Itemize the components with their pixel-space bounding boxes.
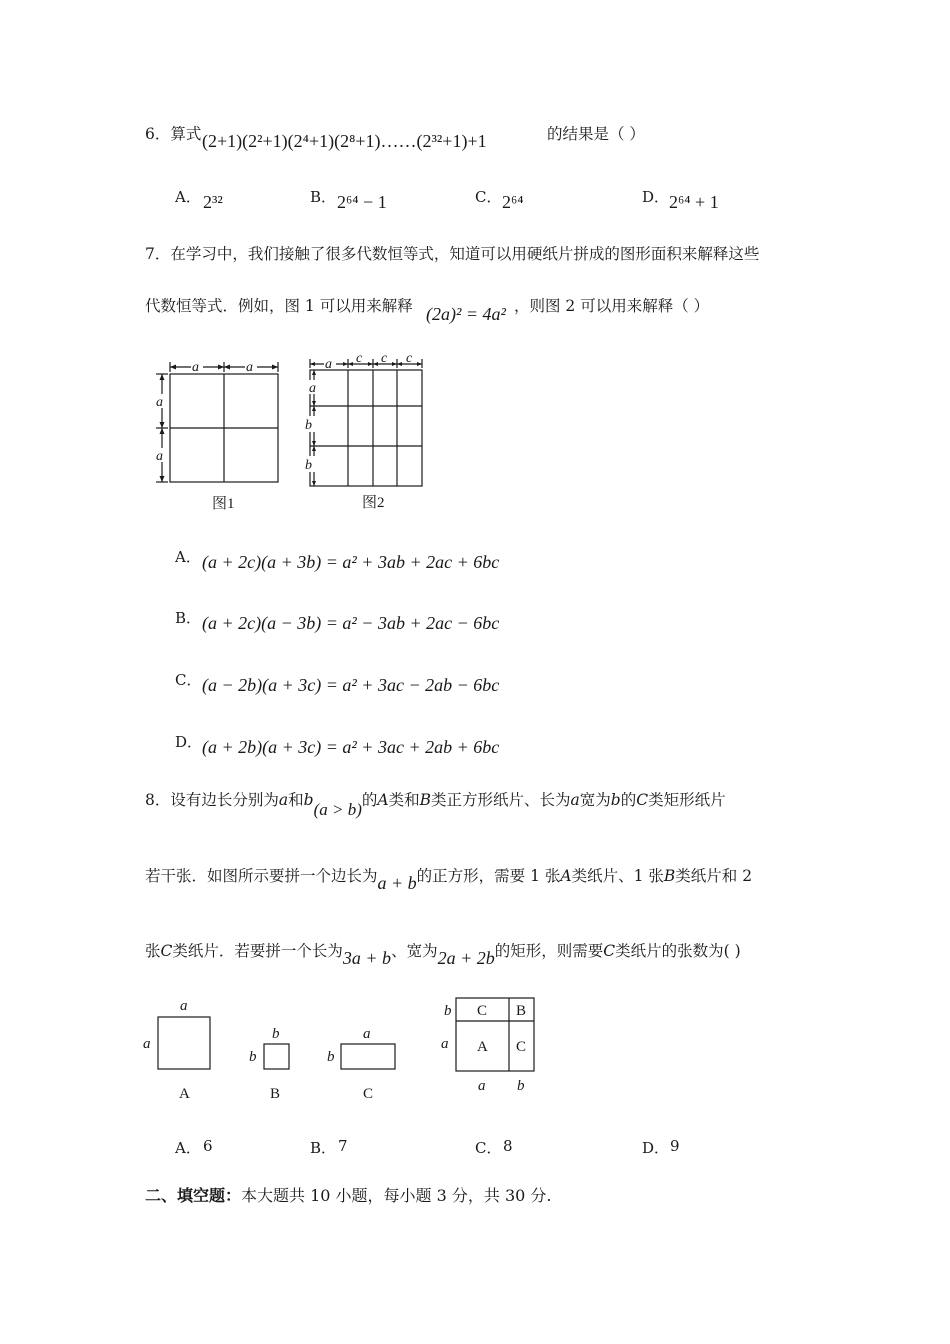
q8-line1-cond: (a > b) — [313, 800, 362, 819]
q8-line3-b: 类纸片．若要拼一个长为 — [172, 942, 343, 960]
q7-line2-expr: (2a)² = 4a² — [426, 304, 506, 324]
q7-line2-prefix: 代数恒等式．例如，图 1 可以用来解释 — [145, 297, 413, 315]
q6-option-a-value: 2³² — [203, 192, 223, 212]
q8-line1-b: 和 — [288, 791, 304, 809]
q7-figure1 — [150, 356, 290, 516]
q7-option-c-label: C． — [175, 671, 202, 689]
shapeB-label-b-left: b — [249, 1049, 257, 1065]
fig1-label-a-top1: a — [192, 360, 199, 375]
q8-line2-var-A: A — [560, 867, 572, 885]
fig2-label-b-left2: b — [305, 458, 312, 473]
q8-line1-e: 类正方形纸片、长为 — [431, 791, 571, 809]
q8-option-d-value: 9 — [670, 1137, 680, 1155]
shapeC-label-a-top: a — [363, 1026, 371, 1042]
q6-option-b-value: 2⁶⁴ − 1 — [337, 192, 387, 212]
fig1-label-a-left2: a — [156, 449, 163, 464]
square-cell-C-top: C — [477, 1003, 488, 1019]
q8-line1-h: 类矩形纸片 — [648, 791, 726, 809]
q8-var-b2: b — [610, 791, 621, 809]
shapeA-label-a-left: a — [143, 1036, 151, 1052]
fig2-label-a-left: a — [309, 381, 316, 396]
q7-option-c-value: (a − 2b)(a + 3c) = a² + 3ac − 2ab − 6bc — [202, 675, 500, 695]
q8-line1-a: 8．设有边长分别为 — [145, 791, 279, 809]
q8-option-d-label: D． — [642, 1139, 670, 1157]
section2-title: 二、填空题： — [145, 1186, 242, 1205]
q8-line2-d: 类纸片和 2 — [675, 867, 753, 885]
q8-var-b: b — [303, 791, 314, 809]
q8-line3-var-C: C — [160, 942, 173, 960]
q7-option-b-value: (a + 2c)(a − 3b) = a² − 3ab + 2ac − 6bc — [202, 613, 500, 633]
fig1-caption: 图1 — [212, 496, 235, 512]
q8-line3-a: 张 — [145, 942, 161, 960]
q8-option-b-label: B． — [310, 1139, 337, 1157]
q8-var-a2: a — [570, 791, 580, 809]
shapeC-label-b-left: b — [327, 1049, 335, 1065]
fig2-caption: 图2 — [362, 495, 385, 511]
q8-line1-g: 的 — [620, 791, 637, 809]
section2-heading — [145, 1186, 552, 1206]
q6-prefix: 6．算式 — [145, 125, 202, 143]
q8-line2-var-B: B — [663, 867, 676, 885]
q6-option-c-label: C． — [475, 188, 502, 206]
fig1-label-a-top2: a — [246, 360, 253, 375]
q8-figure — [135, 992, 555, 1104]
q6-option-d-label: D． — [642, 188, 670, 206]
square-label-a-left: a — [441, 1036, 449, 1052]
q8-line3-e: 类纸片的张数为( ) — [615, 942, 741, 960]
q8-var-a: a — [278, 791, 289, 809]
q8-line3 — [145, 940, 741, 968]
shapeA-label-a-top: a — [180, 998, 188, 1014]
square-cell-C-right: C — [516, 1039, 527, 1055]
q7-figure2 — [300, 352, 430, 516]
q7-line2-suffix: ，则图 2 可以用来解释（ ） — [514, 297, 710, 315]
q8-line2-c: 类纸片、1 张 — [571, 867, 664, 885]
q8-option-a-label: A． — [175, 1139, 201, 1157]
q8-line1-d: 类和 — [388, 791, 420, 809]
q7-option-d-value: (a + 2b)(a + 3c) = a² + 3ac + 2ab + 6bc — [202, 737, 500, 757]
q8-var-B: B — [419, 791, 431, 809]
q8-line3-d: 的矩形，则需要 — [494, 942, 604, 960]
q6-option-b-label: B． — [310, 188, 337, 206]
q8-option-c-label: C． — [475, 1139, 502, 1157]
q7-option-d-label: D． — [175, 733, 203, 751]
q8-line1-f: 宽为 — [579, 791, 611, 809]
q7-option-b-label: B． — [175, 609, 202, 627]
q8-line2-a: 若干张．如图所示要拼一个边长为 — [145, 867, 378, 885]
q8-line3-expr1: 3a + b — [342, 948, 392, 968]
section2-desc: 本大题共 10 小题，每小题 3 分，共 30 分. — [241, 1186, 552, 1205]
q6-option-c-value: 2⁶⁴ — [502, 192, 524, 212]
q6-option-d-value: 2⁶⁴ + 1 — [669, 192, 719, 212]
square-label-b-left: b — [444, 1003, 452, 1019]
shapeC-caption: C — [363, 1086, 374, 1102]
shapeB-label-b-top: b — [272, 1026, 280, 1042]
q6-suffix: 的结果是（ ） — [547, 125, 645, 143]
fig2-label-c-top1: c — [356, 352, 363, 366]
square-cell-A: A — [477, 1039, 488, 1055]
square-cell-B: B — [516, 1003, 527, 1019]
q8-option-b-value: 7 — [338, 1137, 348, 1155]
q8-line2 — [145, 865, 753, 893]
q7-option-a-label: A． — [175, 548, 201, 566]
q8-line3-var-C2: C — [603, 942, 616, 960]
square-label-a-bottom: a — [478, 1078, 486, 1094]
q8-var-C: C — [636, 791, 649, 809]
fig2-label-c-top2: c — [381, 352, 388, 366]
q8-option-c-value: 8 — [503, 1137, 513, 1155]
q8-line2-b: 的正方形，需要 1 张 — [416, 867, 561, 885]
q8-option-a-value: 6 — [203, 1137, 213, 1155]
q6-expression: (2+1)(2²+1)(2⁴+1)(2⁸+1)……(2³²+1)+1 — [202, 131, 487, 151]
q8-line1-c: 的 — [361, 791, 378, 809]
q7-option-a-value: (a + 2c)(a + 3b) = a² + 3ab + 2ac + 6bc — [202, 552, 500, 572]
shapeB-caption: B — [270, 1086, 281, 1102]
q8-line3-expr2: 2a + 2b — [437, 948, 495, 968]
q8-line1 — [145, 790, 726, 819]
fig2-label-c-top3: c — [406, 352, 413, 366]
shapeA-caption: A — [179, 1086, 190, 1102]
q8-line3-c: 、宽为 — [391, 942, 438, 960]
fig2-label-b-left1: b — [305, 418, 312, 433]
square-label-b-bottom: b — [517, 1078, 525, 1094]
fig2-label-a-top: a — [325, 357, 332, 372]
q8-var-A: A — [377, 791, 389, 809]
fig1-label-a-left1: a — [156, 395, 163, 410]
q8-line2-expr: a + b — [377, 873, 417, 893]
q7-line1: 7．在学习中，我们接触了很多代数恒等式，知道可以用硬纸片拼成的图形面积来解释这些 — [145, 245, 760, 263]
q6-option-a-label: A． — [175, 188, 201, 206]
